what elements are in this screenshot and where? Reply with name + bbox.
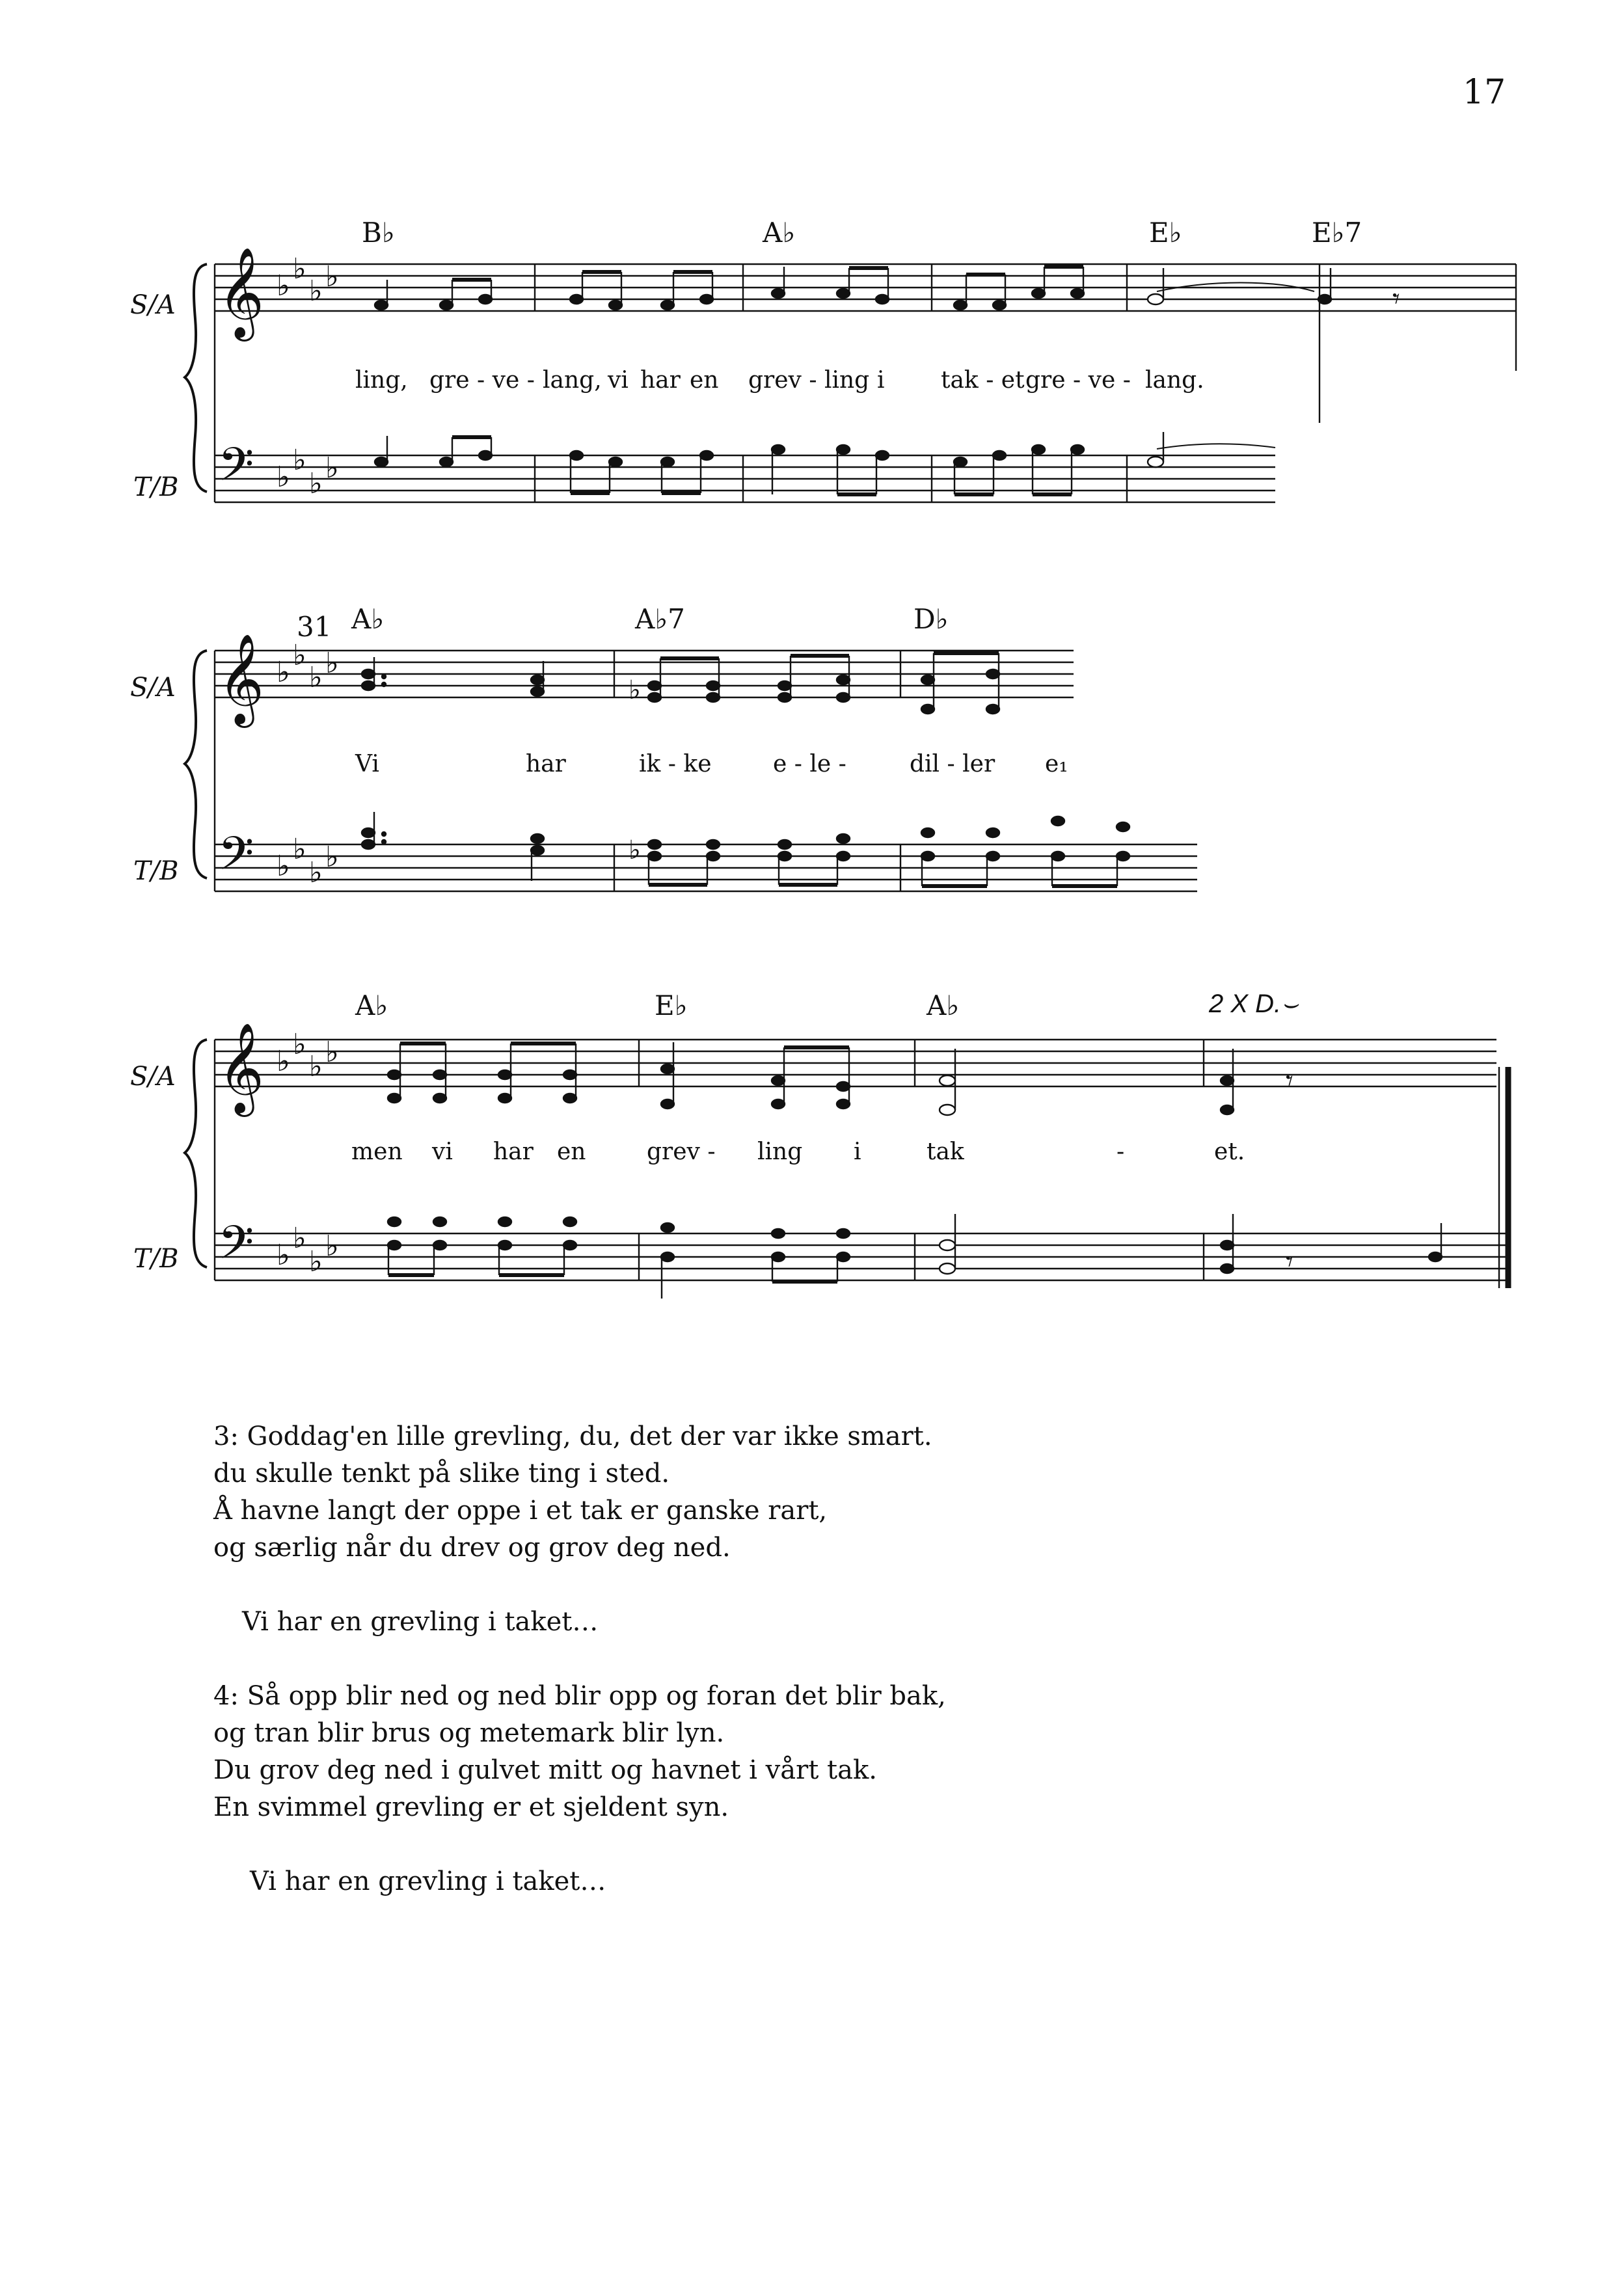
chord-symbol: E♭: [655, 990, 688, 1021]
chord-symbol: A♭: [763, 217, 796, 249]
svg-text:♭: ♭: [309, 275, 323, 308]
refrain-line: Vi har en grevling i taket…: [250, 1866, 606, 1896]
lyric-syllable: i: [854, 1138, 861, 1165]
verse-4-line-1: 4: Så opp blir ned og ned blir opp og foran det blir bak,: [213, 1681, 946, 1711]
svg-text:♭: ♭: [325, 647, 339, 680]
chord-symbol: E♭7: [1312, 217, 1362, 249]
treble-staff: [215, 1040, 1496, 1086]
svg-text:♭: ♭: [277, 1239, 290, 1272]
verse-4-line-3: Du grov deg ned i gulvet mitt og havnet i vårt tak.: [213, 1755, 877, 1785]
lyric-syllable: et.: [1214, 1138, 1245, 1165]
svg-text:♭: ♭: [309, 1050, 323, 1083]
bass-notes: [375, 432, 1275, 494]
system-3: [130, 990, 1509, 1299]
svg-text:♭: ♭: [293, 1222, 306, 1255]
lyric-syllable: en: [690, 367, 719, 394]
lyric-syllable: ik - ke: [639, 751, 712, 777]
bass-clef-icon: 𝄢: [218, 827, 254, 892]
svg-text:♭: ♭: [325, 451, 339, 485]
verse-4-line-4: En svimmel grevling er et sjeldent syn.: [213, 1792, 729, 1822]
bass-notes: [362, 812, 1130, 886]
svg-text:♭: ♭: [629, 675, 641, 705]
treble-staff: [215, 264, 1516, 311]
barlines: [215, 1040, 1508, 1288]
verse-3-line-4: og særlig når du drev og grov deg ned.: [213, 1533, 731, 1563]
svg-text:♭: ♭: [277, 1045, 290, 1078]
svg-text:♭: ♭: [309, 661, 323, 694]
lower-staff-label: T/B: [133, 1244, 179, 1274]
lyric-syllable: lang.: [1145, 367, 1204, 394]
lyric-syllable: har: [493, 1138, 534, 1165]
bass-clef-icon: 𝄢: [218, 1216, 254, 1281]
system-brace: [185, 651, 207, 878]
repeat-instruction: 2 X D.⌣: [1209, 990, 1299, 1018]
upper-staff-label: S/A: [130, 290, 176, 320]
svg-text:♭: ♭: [277, 269, 290, 303]
svg-text:♭: ♭: [277, 656, 290, 689]
chord-symbol: B♭: [362, 217, 395, 249]
treble-clef-icon: 𝄞: [218, 634, 264, 724]
chord-symbol: A♭: [351, 603, 385, 635]
svg-text:♭: ♭: [277, 461, 290, 494]
lyric-syllable: ling,: [355, 367, 408, 394]
lyric-syllable: ling: [757, 1138, 803, 1165]
refrain-line: Vi har en grevling i taket…: [242, 1607, 599, 1637]
svg-text:𝄾: 𝄾: [1392, 282, 1400, 316]
lyric-syllable: vi: [432, 1138, 453, 1165]
system-brace: [185, 264, 207, 492]
lyric-syllable: grev - ling: [748, 367, 870, 394]
lyric-syllable: -: [1116, 1138, 1125, 1165]
treble-clef-icon: 𝄞: [218, 1023, 264, 1113]
chord-symbol: D♭: [914, 603, 949, 635]
lyric-syllable: grev -: [647, 1138, 716, 1165]
svg-text:♭: ♭: [325, 1036, 339, 1069]
svg-text:♭: ♭: [325, 841, 339, 874]
lyric-syllable: e₁: [1045, 751, 1068, 777]
lyric-syllable: har: [640, 367, 681, 394]
lyric-syllable: lang,: [543, 367, 602, 394]
svg-text:𝄾: 𝄾: [1286, 1064, 1293, 1098]
lyric-syllable: e - le -: [773, 751, 846, 777]
lyrics-line: [355, 751, 1068, 777]
chord-symbol: A♭: [927, 990, 960, 1021]
lyric-syllable: har: [526, 751, 566, 777]
bass-clef-icon: 𝄢: [218, 438, 254, 503]
svg-text:♭: ♭: [325, 1230, 339, 1263]
treble-clef-icon: 𝄞: [218, 247, 264, 338]
upper-staff-label: S/A: [130, 673, 176, 703]
lyric-syllable: tak - et: [941, 367, 1025, 394]
verse-3-line-1: 3: Goddag'en lille grevling, du, det der var ikke smart.: [213, 1421, 932, 1451]
svg-text:♭: ♭: [629, 835, 641, 865]
svg-text:♭: ♭: [293, 444, 306, 477]
verse-4-line-2: og tran blir brus og metemark blir lyn.: [213, 1718, 725, 1748]
svg-text:♭: ♭: [309, 1245, 323, 1278]
svg-text:♭: ♭: [277, 850, 290, 883]
svg-text:♭: ♭: [293, 639, 306, 672]
lyric-syllable: vi: [608, 367, 629, 394]
lyric-syllable: gre - ve -: [1025, 367, 1131, 394]
lyric-syllable: Vi: [355, 751, 379, 777]
page-number: 17: [1463, 73, 1506, 112]
lyric-syllable: gre - ve -: [429, 367, 535, 394]
treble-staff: [215, 651, 1074, 697]
upper-staff-label: S/A: [130, 1062, 176, 1092]
svg-text:♭: ♭: [325, 260, 339, 293]
system-brace: [185, 1040, 207, 1267]
key-signature: [277, 1028, 339, 1278]
treble-notes: [388, 1042, 1293, 1115]
key-signature: [277, 252, 339, 500]
measure-number: 31: [297, 611, 332, 643]
lyrics-line: [355, 367, 1204, 394]
svg-text:♭: ♭: [293, 252, 306, 286]
key-signature: [277, 639, 339, 889]
chord-symbol: E♭: [1149, 217, 1182, 249]
svg-text:♭: ♭: [309, 856, 323, 889]
lyric-syllable: dil - ler: [910, 751, 995, 777]
svg-text:♭: ♭: [309, 467, 323, 500]
lyric-syllable: men: [351, 1138, 403, 1165]
lower-staff-label: T/B: [133, 856, 179, 886]
treble-notes: [375, 267, 1400, 316]
system-1: [130, 217, 1516, 503]
system-2: [130, 603, 1197, 892]
lower-staff-label: T/B: [133, 472, 179, 502]
lyric-syllable: i: [877, 367, 885, 394]
bass-staff: [215, 455, 1275, 502]
verse-3-line-2: du skulle tenkt på slike ting i sted.: [213, 1459, 670, 1488]
chord-symbol: A♭: [355, 990, 388, 1021]
svg-text:♭: ♭: [293, 833, 306, 866]
verse-text-block: [213, 1418, 1450, 1900]
verse-3-line-3: Å havne langt der oppe i et tak er ganske rart,: [213, 1496, 828, 1526]
svg-text:♭: ♭: [293, 1028, 306, 1061]
lyrics-line: [351, 1138, 1245, 1165]
lyric-syllable: en: [557, 1138, 586, 1165]
chord-symbol: A♭7: [635, 603, 685, 635]
lyric-syllable: tak: [927, 1138, 964, 1165]
svg-text:𝄾: 𝄾: [1286, 1245, 1293, 1278]
